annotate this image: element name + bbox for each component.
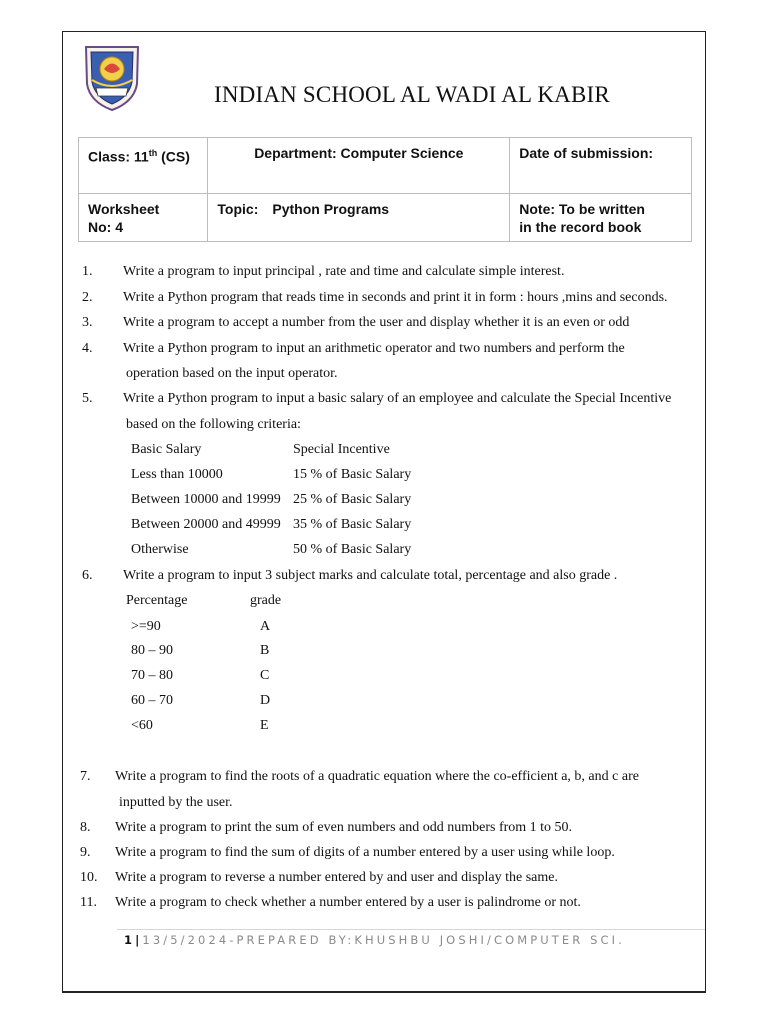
question-number: 9. <box>80 845 91 860</box>
question-number: 3. <box>82 315 93 330</box>
footer-divider <box>117 929 705 930</box>
grade-table-header: Percentage <box>126 593 188 608</box>
question-number: 4. <box>82 341 93 356</box>
note-line-2: in the record book <box>519 219 642 235</box>
salary-table-cell: Otherwise <box>131 542 189 557</box>
grade-table-cell: C <box>260 668 270 683</box>
question-number: 5. <box>82 391 93 406</box>
topic-label: Topic: <box>217 201 259 217</box>
question-text: Write a program to print the sum of even numbers and odd numbers from 1 to 50. <box>115 820 573 835</box>
worksheet-number: No: 4 <box>88 219 123 235</box>
question-number: 11. <box>80 895 97 910</box>
question-text: Write a program to find the roots of a quadratic equation where the co-efficient a, b, and c are <box>115 769 639 784</box>
grade-table-cell: D <box>260 693 271 708</box>
question-number: 1. <box>82 264 93 279</box>
grade-table-cell: 70 – 80 <box>131 668 173 683</box>
salary-table-cell: Between 20000 and 49999 <box>131 517 281 532</box>
school-name-title: INDIAN SCHOOL AL WADI AL KABIR <box>214 82 610 107</box>
page-number: 1| <box>124 933 143 947</box>
question-text: Write a program to input 3 subject marks and calculate total, percentage and also grade . <box>123 568 618 583</box>
grade-table-cell: A <box>260 619 271 634</box>
question-number: 8. <box>80 820 91 835</box>
department-cell: Department: Computer Science <box>208 138 510 194</box>
class-suffix: (CS) <box>157 148 190 165</box>
question-text: Write a program to accept a number from the user and display whether it is an even or odd <box>123 315 630 330</box>
salary-table-cell: 35 % of Basic Salary <box>293 517 412 532</box>
question-number: 10. <box>80 870 98 885</box>
class-superscript: th <box>148 148 158 158</box>
question-number: 6. <box>82 568 93 583</box>
question-text: Write a program to reverse a number entered by and user and display the same. <box>115 870 558 885</box>
grade-table-cell: E <box>260 718 269 733</box>
grade-table-header: grade <box>250 593 282 608</box>
question-text: Write a Python program that reads time in seconds and print it in form : hours ,mins and seconds. <box>123 290 668 305</box>
salary-table-cell: 25 % of Basic Salary <box>293 492 412 507</box>
salary-table-cell: Between 10000 and 19999 <box>131 492 281 507</box>
salary-table-cell: Less than 10000 <box>131 467 223 482</box>
question-text-continued: based on the following criteria: <box>126 417 301 432</box>
date-of-submission-cell: Date of submission: <box>510 138 692 194</box>
note-cell <box>510 194 692 242</box>
worksheet-label: Worksheet <box>88 201 160 217</box>
question-number: 2. <box>82 290 93 305</box>
question-text: Write a Python program to input an arithmetic operator and two numbers and perform the <box>123 341 625 356</box>
salary-table-cell: 50 % of Basic Salary <box>293 542 412 557</box>
worksheet-number-cell <box>79 194 208 242</box>
page-footer <box>124 933 625 947</box>
note-line-1: Note: To be written <box>519 201 645 217</box>
question-text-continued: inputted by the user. <box>119 795 233 810</box>
question-text: Write a program to input principal , rate and time and calculate simple interest. <box>123 264 565 279</box>
question-text-continued: operation based on the input operator. <box>126 366 338 381</box>
footer-text: 13/5/2024-PREPARED BY:KHUSHBU JOSHI/COMPUTER SCI. <box>142 933 625 947</box>
school-crest-logo <box>82 44 142 112</box>
salary-table-header: Special Incentive <box>293 442 390 457</box>
question-number: 7. <box>80 769 91 784</box>
salary-table-cell: 15 % of Basic Salary <box>293 467 412 482</box>
grade-table-cell: 60 – 70 <box>131 693 173 708</box>
class-cell <box>79 138 208 194</box>
question-text: Write a program to check whether a number entered by a user is palindrome or not. <box>115 895 581 910</box>
salary-table-header: Basic Salary <box>131 442 202 457</box>
grade-table-cell: <60 <box>131 718 153 733</box>
topic-cell <box>208 194 510 242</box>
grade-table-cell: >=90 <box>131 619 161 634</box>
grade-table-cell: 80 – 90 <box>131 643 173 658</box>
question-text: Write a Python program to input a basic salary of an employee and calculate the Special Incentive <box>123 391 672 406</box>
worksheet-info-table <box>78 137 692 242</box>
topic-value: Python Programs <box>272 201 390 217</box>
class-label: Class: 11 <box>88 148 149 165</box>
question-text: Write a program to find the sum of digits of a number entered by a user using while loop. <box>115 845 615 860</box>
grade-table-cell: B <box>260 643 270 658</box>
